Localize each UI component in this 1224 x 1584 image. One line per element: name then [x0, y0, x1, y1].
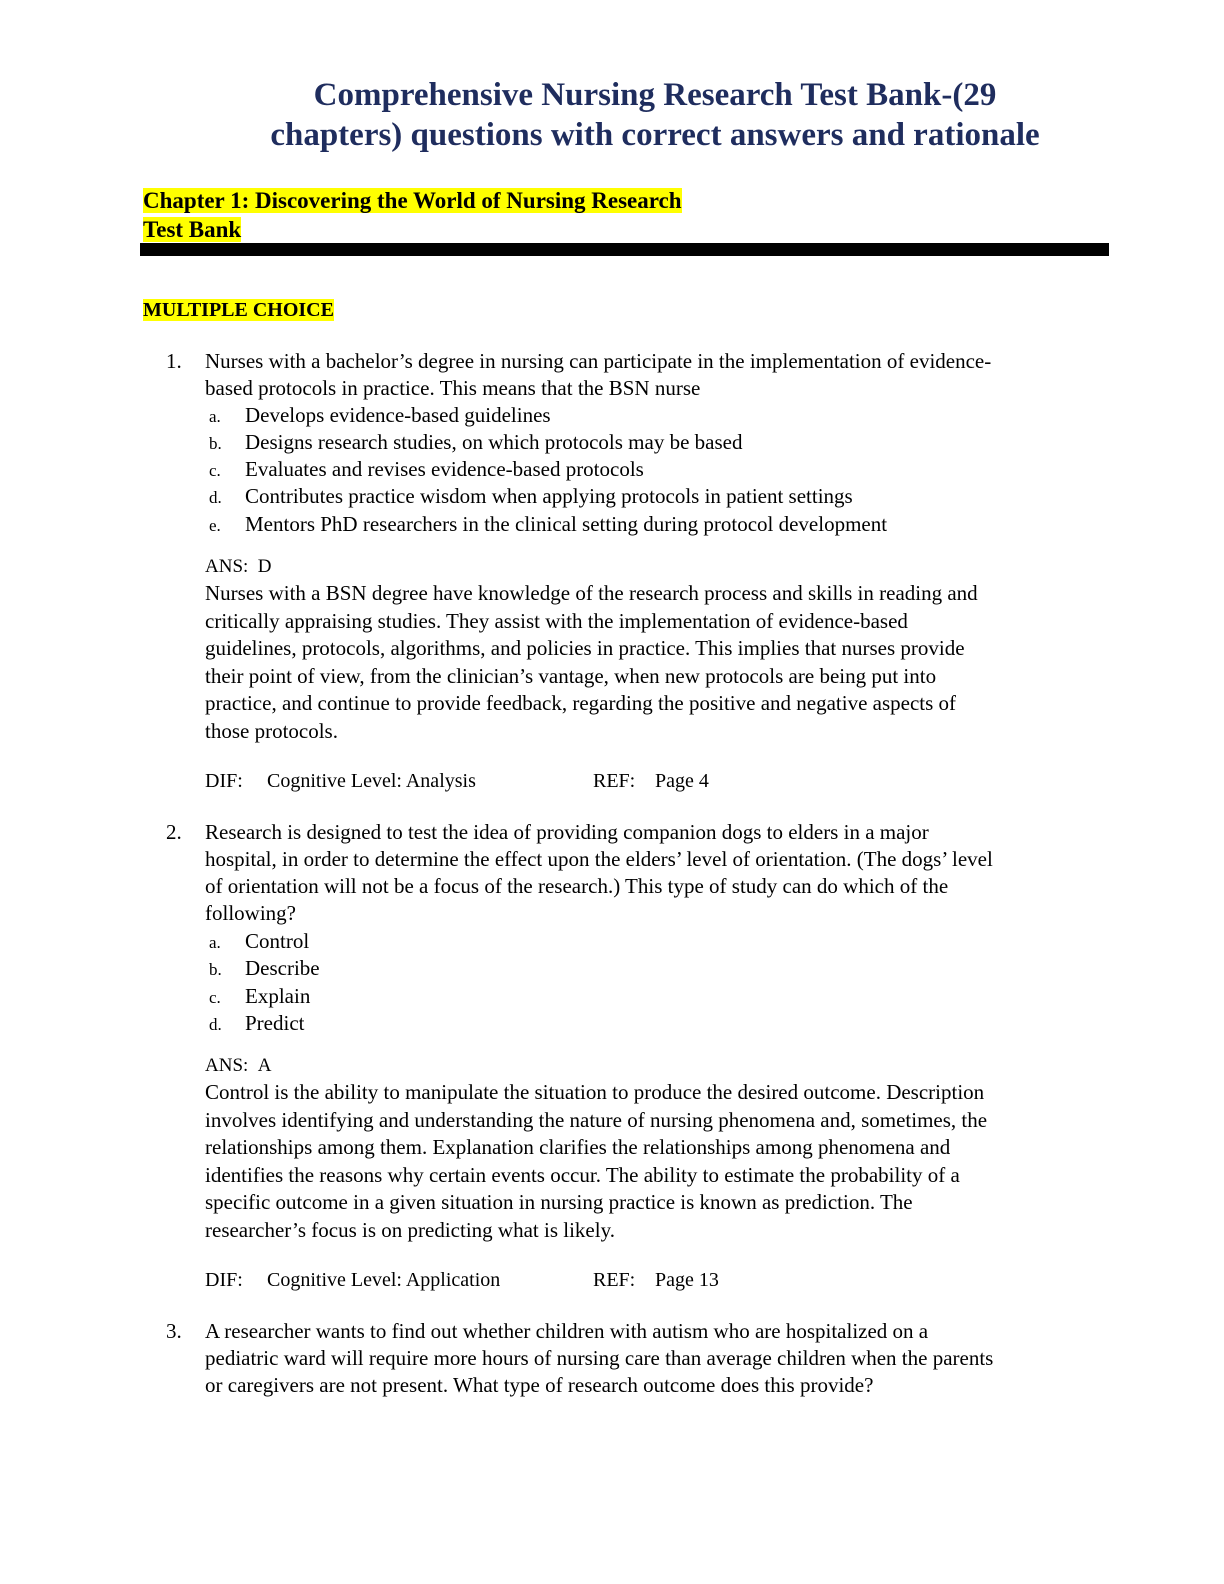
question-number: 1.: [166, 349, 182, 373]
ref-value: Page 13: [655, 1269, 719, 1291]
rationale-line: critically appraising studies. They assist with the implementation of evidence-based: [205, 608, 908, 633]
heading-divider: [140, 243, 1109, 256]
stem-line: pediatric ward will require more hours of nursing care than average children when the parents: [205, 1346, 994, 1370]
rationale-line: identifies the reasons why certain events occur. The ability to estimate the probability of a: [205, 1162, 960, 1187]
option-letter: d.: [209, 1015, 222, 1034]
answer-line: [205, 1052, 272, 1079]
section-heading: [143, 298, 334, 323]
rationale-line: those protocols.: [205, 718, 338, 743]
answer-label: ANS:: [205, 1055, 249, 1076]
option-letter: d.: [209, 488, 222, 507]
option-text: Control: [245, 929, 310, 953]
stem-line: following?: [205, 901, 296, 925]
question-number: 2.: [166, 820, 182, 844]
stem-line: Research is designed to test the idea of providing companion dogs to elders in a major: [205, 820, 929, 844]
stem-line: or caregivers are not present. What type of research outcome does this provide?: [205, 1373, 874, 1397]
option-text: Predict: [245, 1011, 305, 1035]
option-letter: e.: [209, 516, 221, 535]
rationale-line: guidelines, protocols, algorithms, and policies in practice. This implies that nurses provide: [205, 636, 965, 660]
rationale-line: involves identifying and understanding the nature of nursing phenomena and, sometimes, the: [205, 1107, 988, 1132]
ref-label: REF:: [593, 1269, 636, 1291]
dif-value: Cognitive Level: Application: [267, 1269, 501, 1291]
chapter-heading: [143, 186, 682, 244]
question-number: 3.: [166, 1319, 182, 1343]
dif-value: Cognitive Level: Analysis: [267, 770, 476, 792]
option-d: [205, 1010, 304, 1038]
option-letter: c.: [209, 461, 221, 480]
chapter-subtitle: Test Bank: [143, 217, 242, 242]
stem-line: of orientation will not be a focus of the research.) This type of study can do which of the: [205, 874, 949, 898]
option-text: Explain: [245, 984, 311, 1008]
option-a: [205, 402, 551, 430]
option-text: Describe: [245, 956, 320, 980]
option-text: Evaluates and revises evidence-based protocols: [245, 457, 644, 481]
title-line-1: Comprehensive Nursing Research Test Bank-(29: [313, 77, 997, 113]
rationale: [205, 1079, 1105, 1244]
answer-line: [205, 553, 272, 580]
option-text: Contributes practice wisdom when applying protocols in patient settings: [245, 484, 853, 508]
stem-line: based protocols in practice. This means that the BSN nurse: [205, 376, 701, 400]
option-c: [205, 456, 644, 484]
option-d: [205, 483, 853, 511]
stem-line: Nurses with a bachelor’s degree in nursing can participate in the implementation of evidence-: [205, 349, 992, 373]
option-text: Designs research studies, on which protocols may be based: [245, 430, 743, 454]
question-stem: [205, 1318, 1105, 1399]
stem-line: hospital, in order to determine the effect upon the elders’ level of orientation. (The dogs’ level: [205, 847, 993, 871]
option-letter: b.: [209, 960, 222, 979]
option-text: Mentors PhD researchers in the clinical setting during protocol development: [245, 512, 888, 536]
option-a: [205, 928, 309, 956]
answer-label: ANS:: [205, 556, 249, 577]
answer-value: D: [257, 556, 272, 577]
question-stem: [205, 819, 1105, 927]
option-e: [205, 511, 887, 539]
option-b: [205, 429, 742, 457]
section-label: MULTIPLE CHOICE: [143, 299, 334, 321]
chapter-title: Chapter 1: Discovering the World of Nursing Research: [143, 188, 682, 213]
rationale-line: Nurses with a BSN degree have knowledge of the research process and skills in reading and: [205, 581, 978, 605]
dif-label: DIF:: [205, 770, 243, 792]
title-line-2: chapters) questions with correct answers and rationale: [270, 117, 1040, 153]
dif-label: DIF:: [205, 1269, 243, 1291]
rationale-line: Control is the ability to manipulate the situation to produce the desired outcome. Description: [205, 1080, 985, 1104]
answer-value: A: [257, 1055, 272, 1076]
option-letter: c.: [209, 988, 221, 1007]
ref-label: REF:: [593, 770, 636, 792]
option-b: [205, 955, 320, 983]
option-c: [205, 983, 310, 1011]
question-stem: [205, 348, 1105, 402]
option-letter: a.: [209, 933, 221, 952]
rationale: [205, 580, 1105, 745]
rationale-line: practice, and continue to provide feedback, regarding the positive and negative aspects of: [205, 691, 957, 715]
stem-line: A researcher wants to find out whether children with autism who are hospitalized on a: [205, 1319, 929, 1343]
option-text: Develops evidence-based guidelines: [245, 403, 551, 427]
ref-value: Page 4: [655, 770, 709, 792]
rationale-line: relationships among them. Explanation clarifies the relationships among phenomena and: [205, 1135, 951, 1159]
option-letter: a.: [209, 407, 221, 426]
rationale-line: specific outcome in a given situation in nursing practice is known as prediction. The: [205, 1190, 913, 1214]
option-letter: b.: [209, 434, 222, 453]
rationale-line: researcher’s focus is on predicting what is likely.: [205, 1217, 615, 1242]
rationale-line: their point of view, from the clinician’s vantage, when new protocols are being put into: [205, 663, 937, 688]
document-title: [0, 75, 1224, 155]
